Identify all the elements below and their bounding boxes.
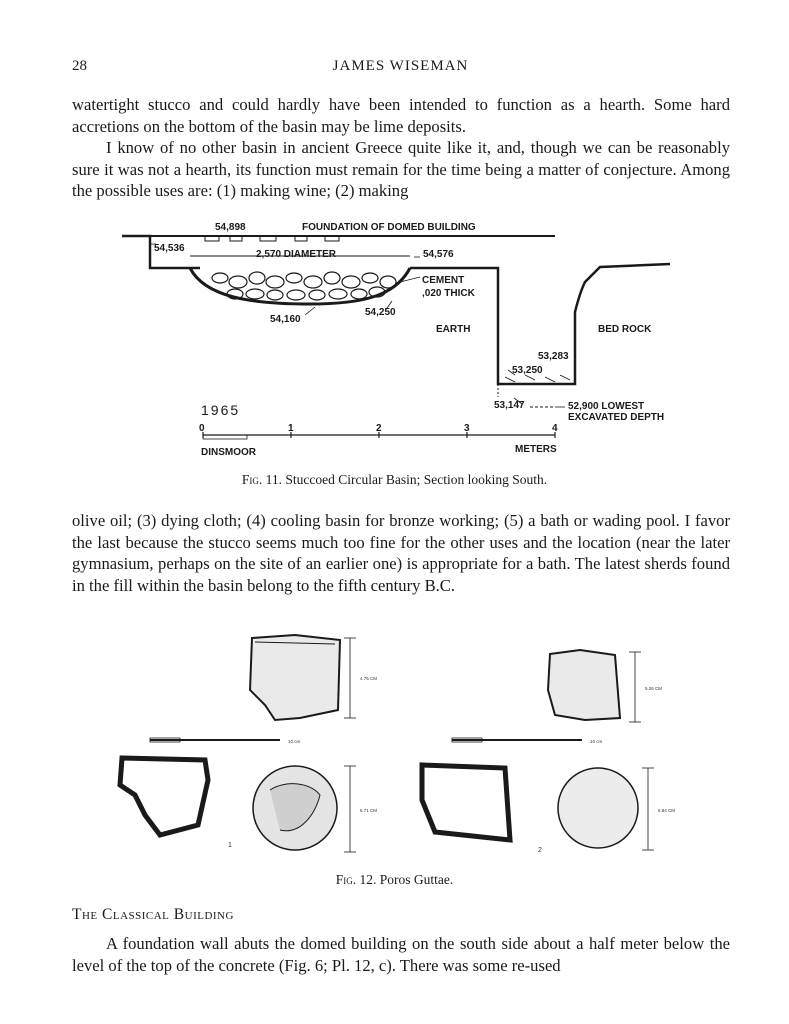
fig12-scale-2: 10 cm [590, 739, 603, 744]
label-elev-pit-3: 53,147 [494, 400, 525, 411]
figure-11-caption [0, 472, 789, 488]
figure-12-caption-prefix: Fig. 12. [335, 872, 377, 887]
scale-tick-2: 2 [376, 423, 382, 434]
paragraph-1: watertight stucco and could hardly have been intended to function as a hearth. Some hard accretions on the bottom of the basin may be lime deposits. [72, 95, 730, 136]
label-earth: EARTH [436, 324, 471, 335]
label-elev-bottom-left: 54,160 [270, 314, 301, 325]
section-heading: The Classical Building [72, 906, 234, 923]
paragraph-3 [72, 510, 730, 596]
label-elev-pit-1: 53,283 [538, 351, 569, 362]
label-units: METERS [515, 444, 557, 455]
figure-11-caption-text: Stuccoed Circular Basin; Section looking South. [285, 472, 548, 487]
paragraph-3-text: olive oil; (3) dying cloth; (4) cooling basin for bronze working; (5) a bath or wading pool. I favor the last because the stucco seems much too fine for the other uses and the location (near the later gymnasium, perhaps on the site of an earlier one) is appropriate for a bath. The latest sherds found in the fill within the basin belong to the fifth century [72, 511, 730, 595]
running-head: JAMES WISEMAN [332, 58, 469, 74]
figure-12-caption [0, 872, 789, 888]
fig12-dim-1a: 4.75 CM [360, 676, 378, 681]
fig12-item-2: 2 [538, 847, 542, 854]
fig12-dim-2a: 5.26 CM [645, 686, 663, 691]
page-number: 28 [72, 58, 87, 74]
label-diameter: 2,570 DIAMETER [256, 249, 337, 260]
fig12-item-1: 1 [228, 842, 232, 849]
label-year: 1965 [201, 402, 241, 418]
figure-12-caption-text: Poros Guttae. [379, 872, 454, 887]
label-lowest-1: 52,900 LOWEST [568, 401, 645, 412]
label-cement-thick: ,020 THICK [422, 288, 475, 299]
label-elev-right-rim: 54,576 [423, 249, 454, 260]
label-draftsman: DINSMOOR [201, 447, 256, 458]
label-cement: CEMENT [422, 275, 465, 286]
label-lowest-2: EXCAVATED DEPTH [568, 412, 665, 423]
figure-12-drawing [110, 630, 690, 865]
page-header [72, 58, 729, 80]
label-elev-bottom-right: 54,250 [365, 307, 396, 318]
label-foundation: FOUNDATION OF DOMED BUILDING [302, 222, 476, 233]
scale-tick-3: 3 [464, 423, 470, 434]
scale-tick-4: 4 [552, 423, 558, 434]
label-bedrock: BED ROCK [598, 324, 652, 335]
fig12-dim-2b: 6.84 CM [658, 808, 676, 813]
label-elev-top-left: 54,898 [215, 222, 246, 233]
paragraph-3-era: B.C. [424, 575, 455, 595]
label-elev-pit-2: 53,250 [512, 365, 543, 376]
figure-11-caption-prefix: Fig. 11. [241, 472, 283, 487]
fig12-dim-1b: 6.71 CM [360, 808, 378, 813]
fig12-scale-1: 10 cm [288, 739, 301, 744]
scale-tick-0: 0 [199, 423, 205, 434]
paragraph-4: A foundation wall abuts the domed building on the south side about a half meter below the level of the top of the concrete (Fig. 6; Pl. 12, c). There was some re-used [72, 934, 730, 975]
scale-tick-1: 1 [288, 423, 294, 434]
paragraph-2: I know of no other basin in ancient Greece quite like it, and, though we can be reasonably sure it was not a hearth, its function must remain for the time being a matter of conjecture. Among the possible uses are: (1) making wine; (2) making [72, 138, 730, 200]
label-elev-left-rim: 54,536 [154, 243, 185, 254]
figure-11-drawing [110, 212, 690, 462]
